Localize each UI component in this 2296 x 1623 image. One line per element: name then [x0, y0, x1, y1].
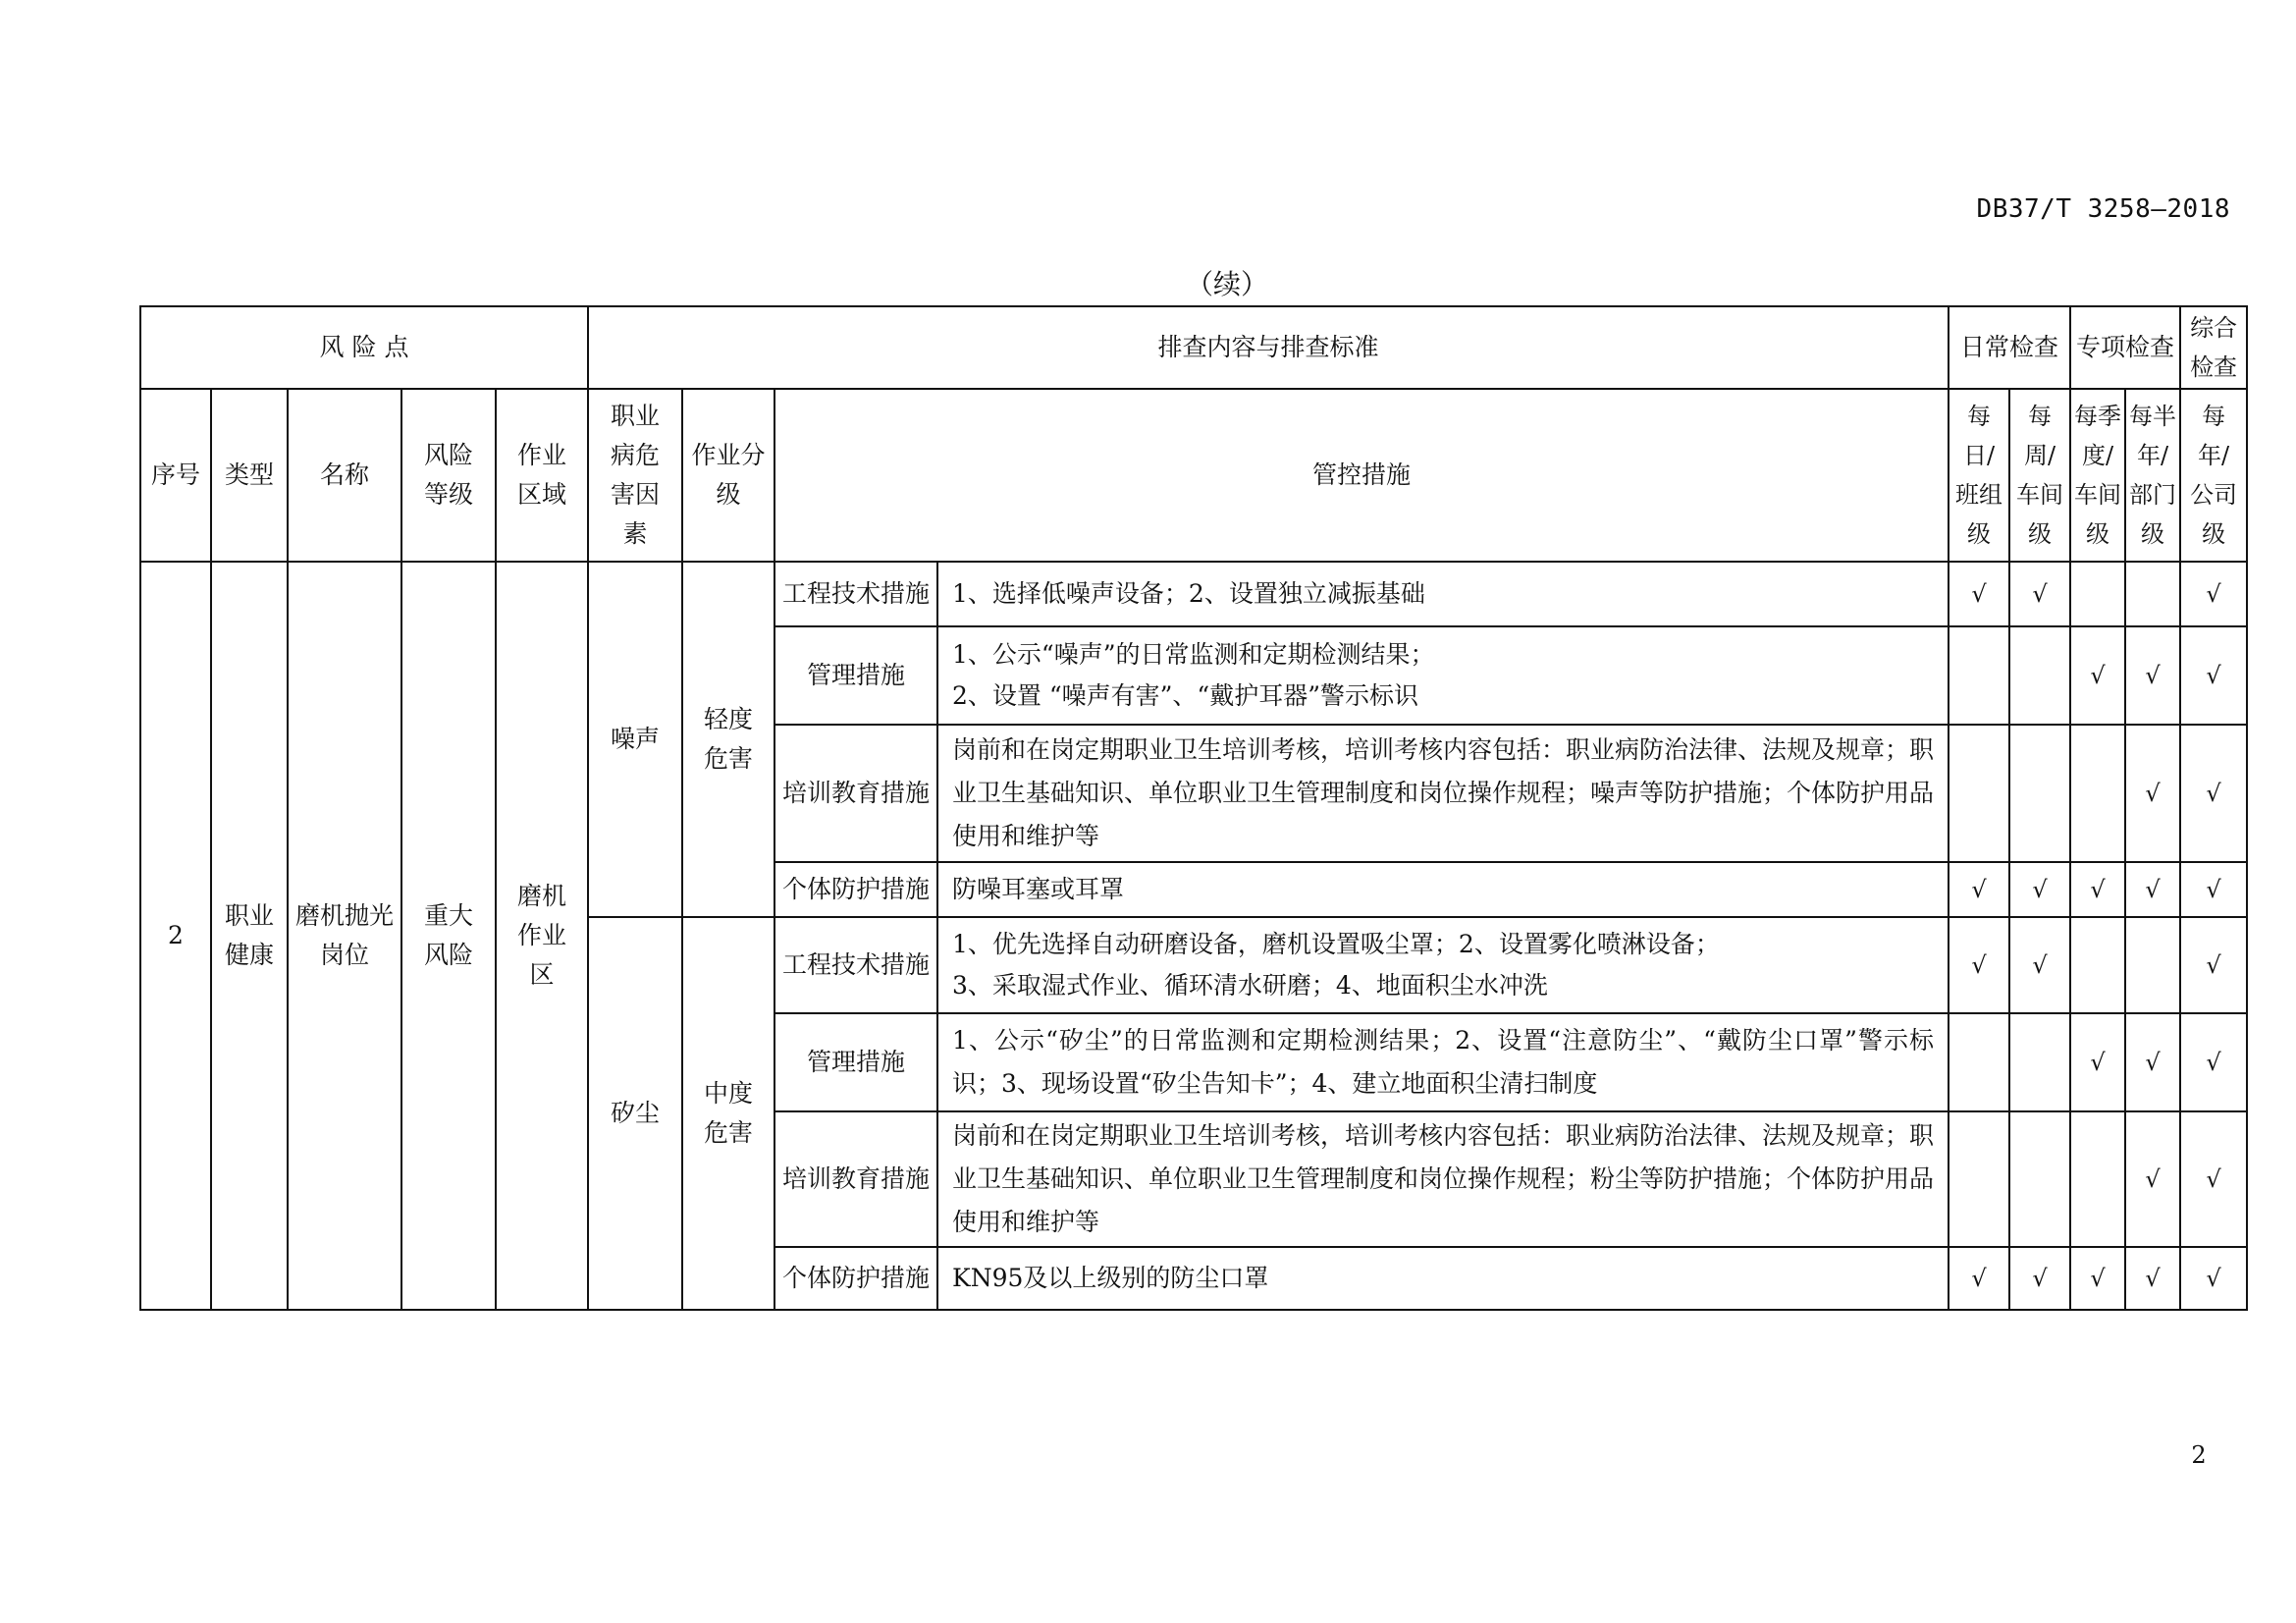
- check-quarterly: [2070, 725, 2125, 862]
- check-halfyear: [2125, 917, 2180, 1013]
- standard-code: DB37/T 3258—2018: [1976, 194, 2230, 224]
- measure-category: 培训教育措施: [774, 725, 937, 862]
- check-yearly: √: [2180, 725, 2247, 862]
- check-quarterly: √: [2070, 862, 2125, 917]
- measure-content: 岗前和在岗定期职业卫生培训考核，培训考核内容包括：职业病防治法律、法规及规章；职业卫生基础知识、单位职业卫生管理制度和岗位操作规程；粉尘等防护措施；个体防护用品使用和维护等: [937, 1111, 1949, 1247]
- col-quarterly-workshop: 每季度/车间级: [2070, 389, 2125, 562]
- check-daily: [1949, 1013, 2009, 1111]
- page-number: 2: [2191, 1441, 2207, 1469]
- col-risk-level: 风险等级: [401, 389, 496, 562]
- col-daily-team: 每日/班组级: [1949, 389, 2009, 562]
- column-header-row: [140, 389, 2247, 562]
- check-quarterly: [2070, 1111, 2125, 1247]
- measure-category: 管理措施: [774, 626, 937, 725]
- check-weekly: √: [2009, 917, 2070, 1013]
- check-halfyear: √: [2125, 1013, 2180, 1111]
- header-inspection-content: 排查内容与排查标准: [588, 306, 1949, 389]
- group-header-row: [140, 306, 2247, 389]
- check-daily: [1949, 725, 2009, 862]
- col-halfyear-dept: 每半年/部门级: [2125, 389, 2180, 562]
- check-daily: [1949, 1111, 2009, 1247]
- measure-category: 培训教育措施: [774, 1111, 937, 1247]
- continuation-title: （续）: [1185, 268, 1268, 300]
- check-yearly: √: [2180, 1013, 2247, 1111]
- check-quarterly: √: [2070, 1247, 2125, 1310]
- col-hazard-factor: 职业病危害因素: [588, 389, 682, 562]
- col-control-measures: 管控措施: [774, 389, 1949, 562]
- col-yearly-company: 每年/公司级: [2180, 389, 2247, 562]
- col-work-area: 作业区域: [496, 389, 588, 562]
- work-area: 磨机作业区: [496, 562, 588, 1310]
- check-quarterly: [2070, 562, 2125, 626]
- risk-level: 重大风险: [401, 562, 496, 1310]
- hazard-factor: 矽尘: [588, 917, 682, 1310]
- measure-category: 个体防护措施: [774, 1247, 937, 1310]
- check-weekly: [2009, 1013, 2070, 1111]
- measure-content: 1、优先选择自动研磨设备，磨机设置吸尘罩；2、设置雾化喷淋设备； 3、采取湿式作业、循环清水研磨；4、地面积尘水冲洗: [937, 917, 1949, 1013]
- check-yearly: √: [2180, 562, 2247, 626]
- col-seq: 序号: [140, 389, 211, 562]
- check-weekly: √: [2009, 862, 2070, 917]
- check-yearly: √: [2180, 1111, 2247, 1247]
- check-yearly: √: [2180, 862, 2247, 917]
- check-daily: √: [1949, 917, 2009, 1013]
- risk-type: 职业健康: [211, 562, 288, 1310]
- hazard-factor: 噪声: [588, 562, 682, 917]
- check-halfyear: [2125, 562, 2180, 626]
- check-halfyear: √: [2125, 725, 2180, 862]
- risk-seq: 2: [140, 562, 211, 1310]
- check-halfyear: √: [2125, 626, 2180, 725]
- check-daily: √: [1949, 562, 2009, 626]
- check-daily: [1949, 626, 2009, 725]
- measure-content: KN95及以上级别的防尘口罩: [937, 1247, 1949, 1310]
- hazard-grade: 轻度危害: [682, 562, 774, 917]
- check-yearly: √: [2180, 626, 2247, 725]
- col-name: 名称: [288, 389, 401, 562]
- measure-content: 岗前和在岗定期职业卫生培训考核，培训考核内容包括：职业病防治法律、法规及规章；职业卫生基础知识、单位职业卫生管理制度和岗位操作规程；噪声等防护措施；个体防护用品使用和维护等: [937, 725, 1949, 862]
- check-halfyear: √: [2125, 1247, 2180, 1310]
- measure-category: 个体防护措施: [774, 862, 937, 917]
- col-work-grade: 作业分级: [682, 389, 774, 562]
- measure-content: 1、选择低噪声设备；2、设置独立减振基础: [937, 562, 1949, 626]
- check-quarterly: √: [2070, 626, 2125, 725]
- check-halfyear: √: [2125, 1111, 2180, 1247]
- header-daily-check: 日常检查: [1949, 306, 2070, 389]
- col-type: 类型: [211, 389, 288, 562]
- header-comprehensive-check: 综合检查: [2180, 306, 2247, 389]
- check-daily: √: [1949, 862, 2009, 917]
- check-weekly: [2009, 1111, 2070, 1247]
- check-yearly: √: [2180, 917, 2247, 1013]
- check-daily: √: [1949, 1247, 2009, 1310]
- measure-content: 1、公示“噪声”的日常监测和定期检测结果； 2、设置 “噪声有害”、“戴护耳器”警示标识: [937, 626, 1949, 725]
- header-special-check: 专项检查: [2070, 306, 2180, 389]
- check-weekly: [2009, 626, 2070, 725]
- check-weekly: √: [2009, 1247, 2070, 1310]
- col-weekly-workshop: 每周/车间级: [2009, 389, 2070, 562]
- measure-content: 1、公示“矽尘”的日常监测和定期检测结果；2、设置“注意防尘”、“戴防尘口罩”警示标识；3、现场设置“矽尘告知卡”；4、建立地面积尘清扫制度: [937, 1013, 1949, 1111]
- measure-content: 防噪耳塞或耳罩: [937, 862, 1949, 917]
- check-weekly: [2009, 725, 2070, 862]
- header-risk-point: 风 险 点: [140, 306, 588, 389]
- risk-inspection-table: [139, 305, 2248, 1311]
- check-quarterly: √: [2070, 1013, 2125, 1111]
- measure-category: 工程技术措施: [774, 917, 937, 1013]
- measure-category: 管理措施: [774, 1013, 937, 1111]
- hazard-grade: 中度危害: [682, 917, 774, 1310]
- check-weekly: √: [2009, 562, 2070, 626]
- check-halfyear: √: [2125, 862, 2180, 917]
- table-row: [140, 562, 2247, 626]
- risk-name: 磨机抛光岗位: [288, 562, 401, 1310]
- measure-category: 工程技术措施: [774, 562, 937, 626]
- check-quarterly: [2070, 917, 2125, 1013]
- check-yearly: √: [2180, 1247, 2247, 1310]
